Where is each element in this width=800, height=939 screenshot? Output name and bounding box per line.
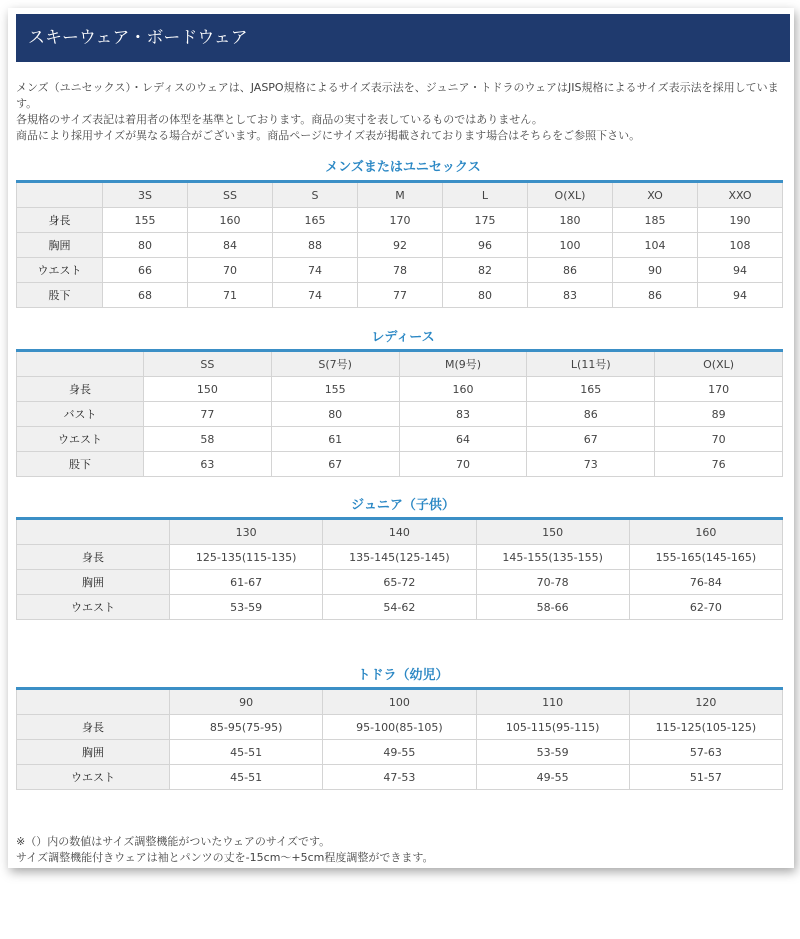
table-row <box>17 570 783 595</box>
row-label: 身長 <box>17 715 170 740</box>
row-label: 身長 <box>17 208 103 233</box>
table-cell: 70 <box>188 258 273 283</box>
table-cell: 170 <box>655 377 783 402</box>
row-label: 身長 <box>17 545 170 570</box>
table-cell: 47-53 <box>323 765 476 790</box>
table-header-row <box>17 182 783 208</box>
table-row <box>17 427 783 452</box>
column-header: 130 <box>170 519 323 545</box>
intro-line: 各規格のサイズ表記は着用者の体型を基準としております。商品の実寸を表しているものではありません。 <box>16 113 543 126</box>
table-cell: 54-62 <box>323 595 476 620</box>
table-cell: 53-59 <box>170 595 323 620</box>
table-cell: 70 <box>399 452 527 477</box>
section-title-ladies: レディース <box>371 330 435 345</box>
table-cell: 71 <box>188 283 273 308</box>
table-row <box>17 208 783 233</box>
table-cell: 53-59 <box>476 740 629 765</box>
table-row <box>17 715 783 740</box>
table-row <box>17 377 783 402</box>
size-table-mens <box>16 180 783 308</box>
column-header: XO <box>613 182 698 208</box>
column-header: 140 <box>323 519 476 545</box>
table-cell: 165 <box>273 208 358 233</box>
table-cell: 65-72 <box>323 570 476 595</box>
table-cell: 80 <box>443 283 528 308</box>
row-label: ウエスト <box>17 595 170 620</box>
table-cell: 80 <box>271 402 399 427</box>
column-header: L(11号) <box>527 351 655 377</box>
table-cell: 77 <box>144 402 272 427</box>
table-cell: 77 <box>358 283 443 308</box>
row-label: ウエスト <box>17 258 103 283</box>
table-row <box>17 545 783 570</box>
section-title-junior: ジュニア（子供） <box>351 498 455 513</box>
row-label: ウエスト <box>17 765 170 790</box>
table-cell: 94 <box>698 283 783 308</box>
table-row <box>17 452 783 477</box>
table-cell: 88 <box>273 233 358 258</box>
table-cell: 78 <box>358 258 443 283</box>
table-cell: 92 <box>358 233 443 258</box>
table-cell: 49-55 <box>323 740 476 765</box>
column-header: O(XL) <box>655 351 783 377</box>
footnote-line: サイズ調整機能付きウェアは袖とパンツの丈を-15cm～+5cm程度調整ができます。 <box>16 851 434 864</box>
table-row <box>17 595 783 620</box>
table-cell: 86 <box>528 258 613 283</box>
table-cell: 86 <box>527 402 655 427</box>
table-cell: 180 <box>528 208 613 233</box>
table-cell: 83 <box>399 402 527 427</box>
section-title-toddler: トドラ（幼児） <box>357 668 449 683</box>
table-cell: 96 <box>443 233 528 258</box>
footnotes <box>16 834 786 866</box>
table-cell: 73 <box>527 452 655 477</box>
row-label: バスト <box>17 402 144 427</box>
table-corner-cell <box>17 689 170 715</box>
row-label: 股下 <box>17 283 103 308</box>
size-table-toddler <box>16 687 783 790</box>
table-cell: 145-155(135-155) <box>476 545 629 570</box>
size-table-junior <box>16 517 783 620</box>
table-cell: 155-165(145-165) <box>629 545 782 570</box>
column-header: 3S <box>103 182 188 208</box>
column-header: 100 <box>323 689 476 715</box>
table-cell: 49-55 <box>476 765 629 790</box>
table-cell: 170 <box>358 208 443 233</box>
table-cell: 67 <box>271 452 399 477</box>
table-cell: 66 <box>103 258 188 283</box>
table-row <box>17 258 783 283</box>
page-title: スキーウェア・ボードウェア <box>16 14 790 62</box>
table-cell: 51-57 <box>629 765 782 790</box>
table-cell: 165 <box>527 377 655 402</box>
row-label: 胸囲 <box>17 740 170 765</box>
table-cell: 160 <box>399 377 527 402</box>
size-guide-card <box>8 8 794 868</box>
column-header: S(7号) <box>271 351 399 377</box>
table-row <box>17 233 783 258</box>
table-cell: 80 <box>103 233 188 258</box>
table-cell: 100 <box>528 233 613 258</box>
table-header-row <box>17 519 783 545</box>
table-cell: 68 <box>103 283 188 308</box>
table-cell: 70 <box>655 427 783 452</box>
table-cell: 76-84 <box>629 570 782 595</box>
table-cell: 90 <box>613 258 698 283</box>
table-cell: 62-70 <box>629 595 782 620</box>
table-cell: 57-63 <box>629 740 782 765</box>
column-header: 110 <box>476 689 629 715</box>
table-corner-cell <box>17 182 103 208</box>
table-cell: 135-145(125-145) <box>323 545 476 570</box>
table-row <box>17 283 783 308</box>
row-label: 身長 <box>17 377 144 402</box>
footnote-line: ※（）内の数値はサイズ調整機能がついたウェアのサイズです。 <box>16 835 331 848</box>
table-corner-cell <box>17 519 170 545</box>
table-cell: 105-115(95-115) <box>476 715 629 740</box>
row-label: 股下 <box>17 452 144 477</box>
table-cell: 108 <box>698 233 783 258</box>
table-header-row <box>17 689 783 715</box>
row-label: 胸囲 <box>17 233 103 258</box>
table-cell: 175 <box>443 208 528 233</box>
row-label: ウエスト <box>17 427 144 452</box>
table-cell: 58-66 <box>476 595 629 620</box>
table-cell: 83 <box>528 283 613 308</box>
table-cell: 94 <box>698 258 783 283</box>
table-cell: 61 <box>271 427 399 452</box>
table-cell: 84 <box>188 233 273 258</box>
table-row <box>17 740 783 765</box>
column-header: O(XL) <box>528 182 613 208</box>
table-cell: 85-95(75-95) <box>170 715 323 740</box>
table-cell: 155 <box>271 377 399 402</box>
table-cell: 89 <box>655 402 783 427</box>
table-header-row <box>17 351 783 377</box>
table-cell: 190 <box>698 208 783 233</box>
column-header: M(9号) <box>399 351 527 377</box>
table-cell: 70-78 <box>476 570 629 595</box>
table-cell: 185 <box>613 208 698 233</box>
table-cell: 61-67 <box>170 570 323 595</box>
table-cell: 64 <box>399 427 527 452</box>
table-cell: 125-135(115-135) <box>170 545 323 570</box>
table-cell: 58 <box>144 427 272 452</box>
intro-line: 商品により採用サイズが異なる場合がございます。商品ページにサイズ表が掲載されております場合はそちらをご参照下さい。 <box>16 129 641 142</box>
table-cell: 86 <box>613 283 698 308</box>
column-header: 120 <box>629 689 782 715</box>
table-cell: 63 <box>144 452 272 477</box>
column-header: XXO <box>698 182 783 208</box>
table-cell: 115-125(105-125) <box>629 715 782 740</box>
table-row <box>17 765 783 790</box>
column-header: S <box>273 182 358 208</box>
column-header: 150 <box>476 519 629 545</box>
table-cell: 45-51 <box>170 740 323 765</box>
intro-text <box>16 80 786 144</box>
table-cell: 104 <box>613 233 698 258</box>
column-header: SS <box>188 182 273 208</box>
table-cell: 45-51 <box>170 765 323 790</box>
section-title-mens: メンズまたはユニセックス <box>325 160 481 175</box>
table-cell: 150 <box>144 377 272 402</box>
table-cell: 155 <box>103 208 188 233</box>
table-cell: 95-100(85-105) <box>323 715 476 740</box>
column-header: M <box>358 182 443 208</box>
column-header: L <box>443 182 528 208</box>
table-cell: 74 <box>273 258 358 283</box>
table-corner-cell <box>17 351 144 377</box>
table-cell: 76 <box>655 452 783 477</box>
column-header: 160 <box>629 519 782 545</box>
column-header: SS <box>144 351 272 377</box>
table-cell: 82 <box>443 258 528 283</box>
size-table-ladies <box>16 349 783 477</box>
column-header: 90 <box>170 689 323 715</box>
table-cell: 67 <box>527 427 655 452</box>
intro-line: メンズ（ユニセックス）・レディスのウェアは、JASPO規格によるサイズ表示法を、ジュニア・トドラのウェアはJIS規格によるサイズ表示法を採用しています。 <box>16 81 779 110</box>
row-label: 胸囲 <box>17 570 170 595</box>
table-cell: 74 <box>273 283 358 308</box>
table-cell: 160 <box>188 208 273 233</box>
table-row <box>17 402 783 427</box>
